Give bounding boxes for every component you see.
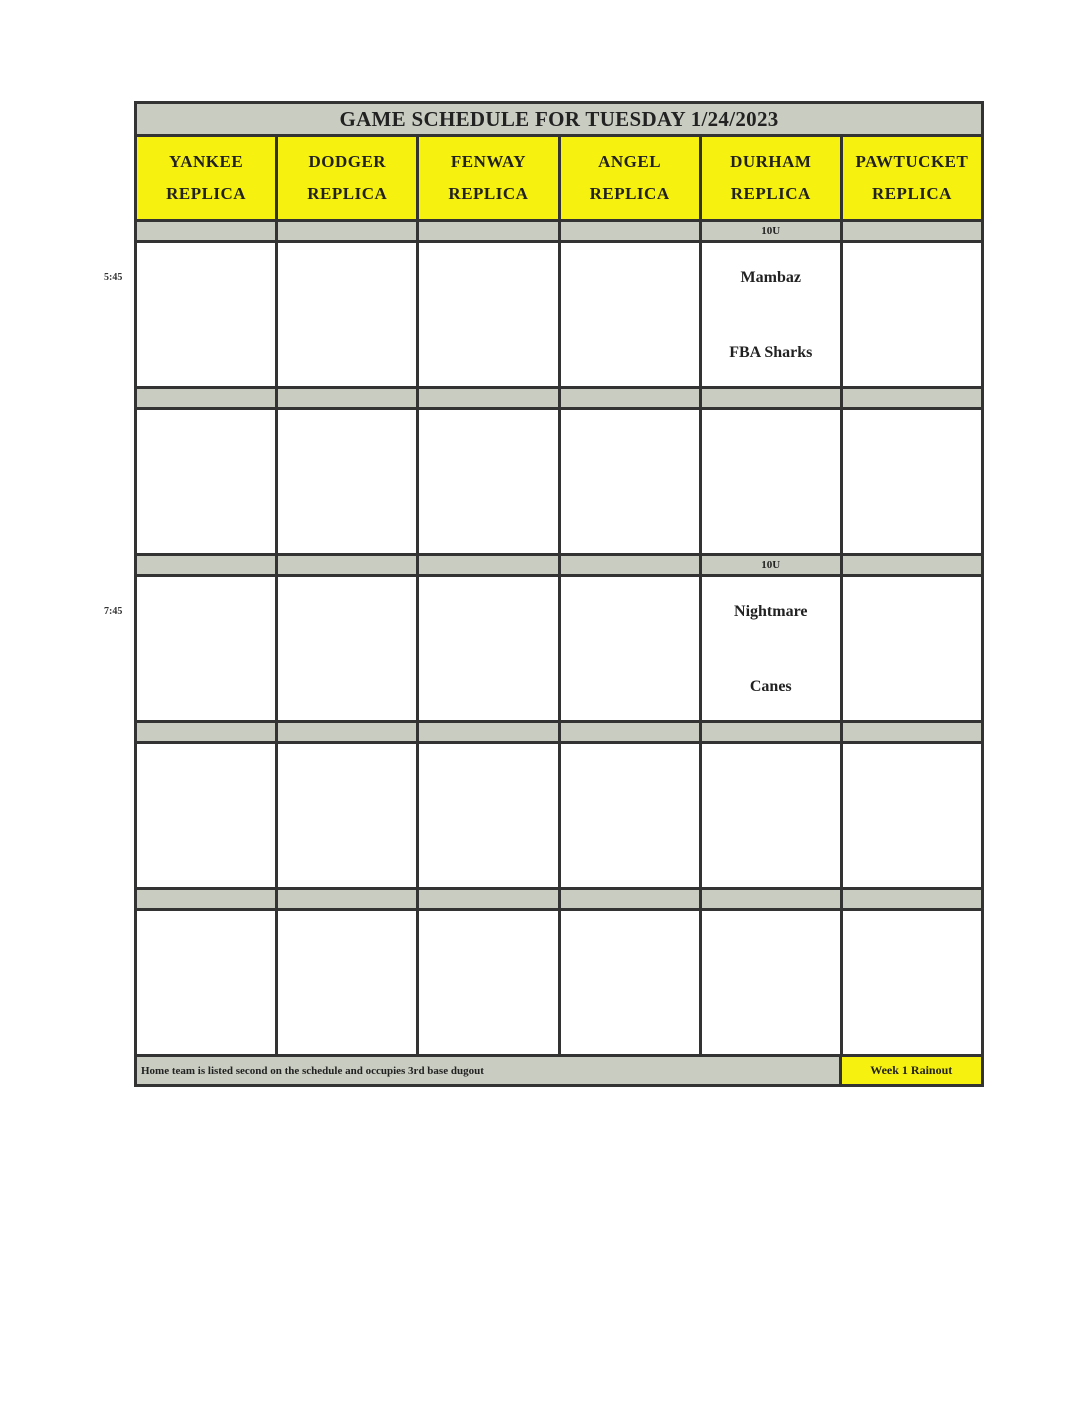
division-label: [843, 556, 981, 574]
game-cell: [278, 577, 419, 720]
division-label: [278, 890, 419, 908]
time-label-745: 7:45: [104, 606, 123, 617]
division-label: [137, 389, 278, 407]
division-label: [278, 723, 419, 741]
game-slot-row: [137, 744, 981, 890]
division-label: [137, 890, 278, 908]
away-team: Nightmare: [734, 603, 808, 620]
game-cell: [278, 410, 419, 553]
game-slot-row: [137, 577, 981, 723]
game-cell: [561, 410, 702, 553]
game-cell: [137, 911, 278, 1054]
division-label: [419, 556, 560, 574]
game-cell: [843, 410, 981, 553]
division-label: [561, 222, 702, 240]
field-type: REPLICA: [307, 184, 388, 203]
schedule-table: [134, 101, 984, 1087]
game-cell: [561, 911, 702, 1054]
division-label: [843, 389, 981, 407]
game-cell: [137, 410, 278, 553]
home-team: FBA Sharks: [729, 344, 813, 361]
away-team: Mambaz: [740, 269, 801, 286]
division-label: [278, 222, 419, 240]
game-slot-row: [137, 410, 981, 556]
field-header-yankee: [137, 137, 278, 219]
game-cell: [702, 744, 843, 887]
field-type: REPLICA: [166, 184, 247, 203]
game-cell: [278, 911, 419, 1054]
game-cell: [137, 744, 278, 887]
game-cell: [561, 577, 702, 720]
game-slot-row: [137, 243, 981, 389]
division-label: 10U: [702, 222, 843, 240]
division-label: [137, 723, 278, 741]
division-label: [561, 723, 702, 741]
game-cell: [843, 911, 981, 1054]
field-name: DODGER: [308, 152, 387, 171]
field-name: ANGEL: [598, 152, 662, 171]
field-header-fenway: [419, 137, 560, 219]
division-label: [419, 890, 560, 908]
field-name: DURHAM: [730, 152, 812, 171]
division-label: [278, 389, 419, 407]
game-cell: [278, 744, 419, 887]
division-label: [702, 723, 843, 741]
field-header-durham: [702, 137, 843, 219]
division-label: [702, 389, 843, 407]
field-header-pawtucket: [843, 137, 981, 219]
division-label: [843, 890, 981, 908]
slot-band-row: [137, 723, 981, 744]
field-header-angel: [561, 137, 702, 219]
field-type: REPLICA: [448, 184, 529, 203]
game-cell: [278, 243, 419, 386]
game-cell: [843, 577, 981, 720]
field-header-row: [137, 137, 981, 222]
game-cell: [419, 911, 560, 1054]
game-cell: [702, 577, 843, 720]
time-label-545: 5:45: [104, 272, 123, 283]
game-slot-row: [137, 911, 981, 1057]
division-label: [137, 556, 278, 574]
game-cell: [419, 744, 560, 887]
slot-band-row: [137, 556, 981, 577]
division-label: [702, 890, 843, 908]
division-label: [419, 222, 560, 240]
game-cell: [561, 243, 702, 386]
division-label: [561, 389, 702, 407]
home-team: Canes: [749, 678, 792, 695]
field-name: YANKEE: [169, 152, 244, 171]
game-cell: [702, 243, 843, 386]
division-label: [419, 723, 560, 741]
division-label: [278, 556, 419, 574]
division-label: [137, 222, 278, 240]
division-label: [561, 556, 702, 574]
slot-band-row: [137, 222, 981, 243]
division-label: 10U: [702, 556, 843, 574]
game-cell: [843, 744, 981, 887]
game-cell: [561, 744, 702, 887]
game-cell: [137, 243, 278, 386]
game-cell: [702, 911, 843, 1054]
week-rainout-badge: Week 1 Rainout: [839, 1057, 982, 1084]
game-cell: [702, 410, 843, 553]
game-cell: [419, 577, 560, 720]
home-team-note: Home team is listed second on the schedule and occupies 3rd base dugout: [137, 1057, 839, 1084]
field-name: FENWAY: [450, 152, 526, 171]
field-type: REPLICA: [730, 184, 811, 203]
game-cell: [843, 243, 981, 386]
footer-row: [137, 1057, 981, 1084]
field-header-dodger: [278, 137, 419, 219]
slot-band-row: [137, 389, 981, 410]
division-label: [843, 222, 981, 240]
division-label: [561, 890, 702, 908]
field-name: PAWTUCKET: [855, 152, 969, 171]
field-type: REPLICA: [871, 184, 952, 203]
division-label: [419, 389, 560, 407]
division-label: [843, 723, 981, 741]
schedule-title: GAME SCHEDULE FOR TUESDAY 1/24/2023: [137, 104, 981, 137]
field-type: REPLICA: [589, 184, 670, 203]
slot-band-row: [137, 890, 981, 911]
game-cell: [419, 410, 560, 553]
game-cell: [137, 577, 278, 720]
game-cell: [419, 243, 560, 386]
